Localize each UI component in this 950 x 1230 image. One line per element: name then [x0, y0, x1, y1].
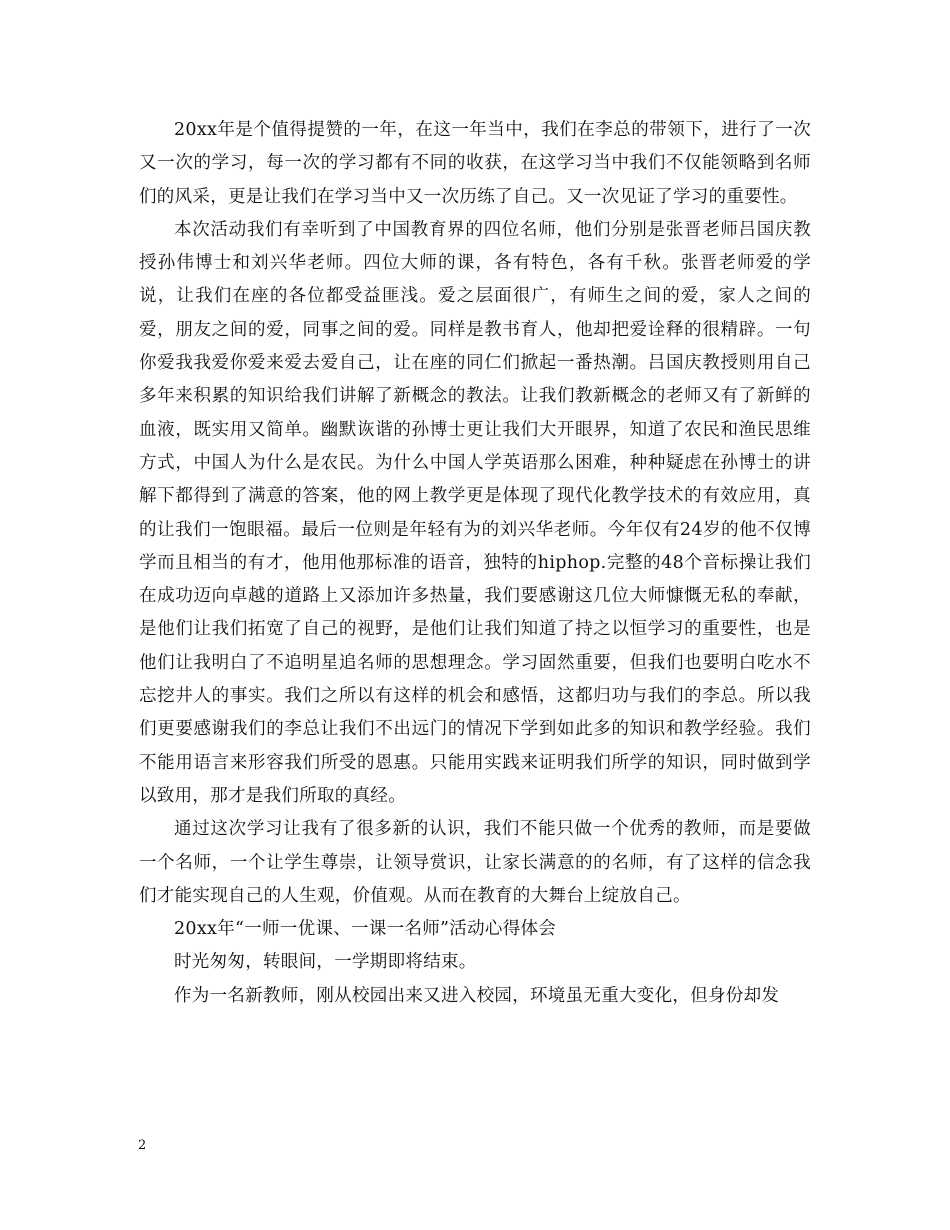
paragraph-3: 通过这次学习让我有了很多新的认识，我们不能只做一个优秀的教师，而是要做一个名师，一个让学生尊崇，让领导赏识，让家长满意的的名师，有了这样的信念我们才能实现自己的人生观，价值观。从而在教育的大舞台上绽放自己。	[139, 819, 811, 906]
page-number: 2	[138, 1138, 147, 1153]
paragraph-4: 时光匆匆，转眼间，一学期即将结束。	[174, 952, 477, 973]
body-text	[139, 114, 811, 1013]
section-title: 20xx年“一师一优课、一课一名师”活动心得体会	[174, 919, 557, 940]
paragraph-5: 作为一名新教师，刚从校园出来又进入校园，环境虽无重大变化，但身份却发	[174, 985, 780, 1006]
paragraph-2: 本次活动我们有幸听到了中国教育界的四位名师，他们分别是张晋老师吕国庆教授孙伟博士和刘兴华老师。四位大师的课，各有特色，各有千秋。张晋老师爱的学说，让我们在座的各位都受益匪浅。爱之层面很广，有师生之间的爱，家人之间的爱，朋友之间的爱，同事之间的爱。同样是教书育人，他却把爱诠释的很精辟。一句你爱我我爱你爱来爱去爱自己，让在座的同仁们掀起一番热潮。吕国庆教授则用自己多年来积累的知识给我们讲解了新概念的教法。让我们教新概念的老师又有了新鲜的血液，既实用又简单。幽默诙谐的孙博士更让我们大开眼界，知道了农民和渔民思维方式，中国人为什么是农民。为什么中国人学英语那么困难，种种疑虑在孙博士的讲解下都得到了满意的答案，他的网上教学更是体现了现代化教学技术的有效应用，真的让我们一饱眼福。最后一位则是年轻有为的刘兴华老师。今年仅有24岁的他不仅博学而且相当的有才，他用他那标准的语音，独特的hiphop.完整的48个音标操让我们在成功迈向卓越的道路上又添加许多热量，我们要感谢这几位大师慷慨无私的奉献，是他们让我们拓宽了自己的视野，是他们让我们知道了持之以恒学习的重要性，也是他们让我明白了不追明星追名师的思想理念。学习固然重要，但我们也要明白吃水不忘挖井人的事实。我们之所以有这样的机会和感悟，这都归功与我们的李总。所以我们更要感谢我们的李总让我们不出远门的情况下学到如此多的知识和教学经验。我们不能用语言来形容我们所受的恩惠。只能用实践来证明我们所学的知识，同时做到学以致用，那才是我们所取的真经。	[139, 219, 811, 806]
paragraph-1: 20xx年是个值得提赞的一年，在这一年当中，我们在李总的带领下，进行了一次又一次的学习，每一次的学习都有不同的收获，在这学习当中我们不仅能领略到名师们的风采，更是让我们在学习当中又一次历练了自己。又一次见证了学习的重要性。	[139, 120, 811, 207]
